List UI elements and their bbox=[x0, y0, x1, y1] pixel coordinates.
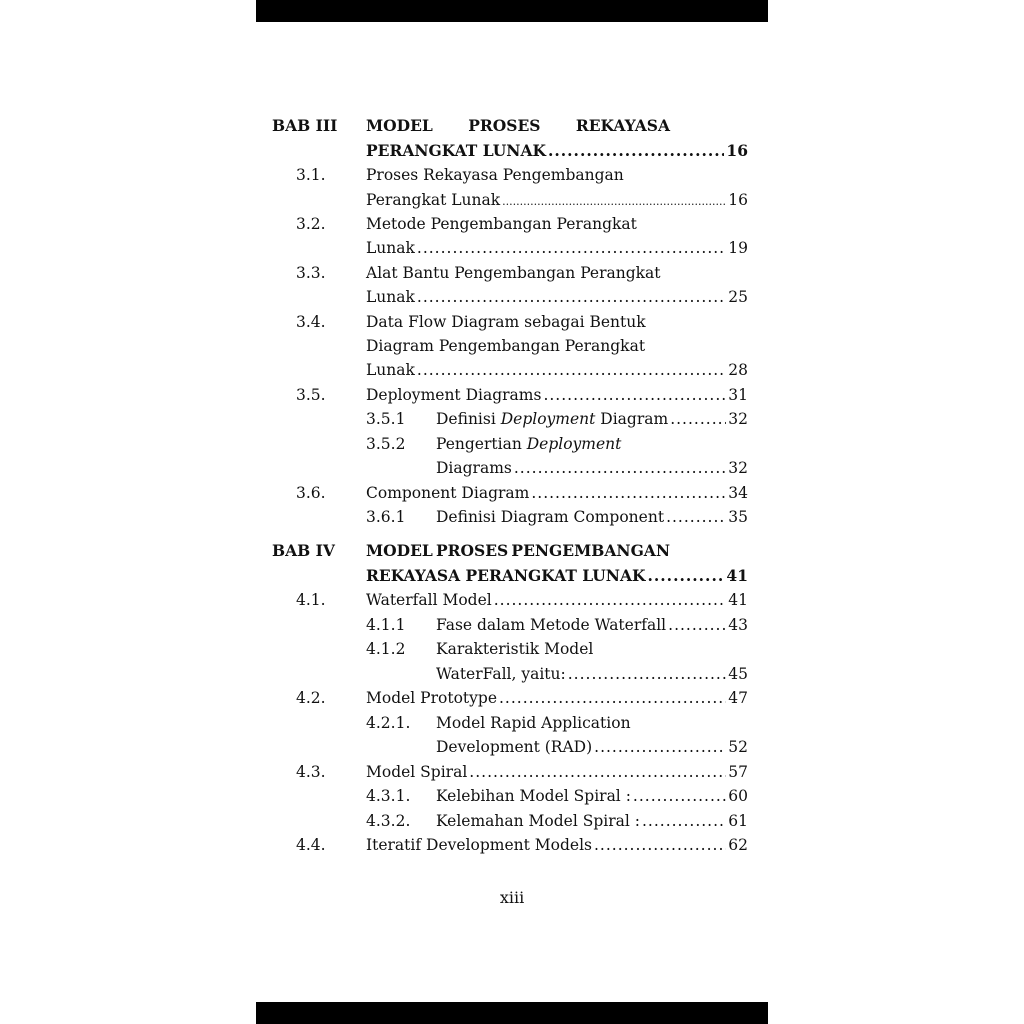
toc-entry[interactable]: Model Spiral ..... 57 bbox=[366, 762, 748, 782]
subsection-number: 3.5.1 bbox=[366, 410, 406, 428]
section-number: 4.4. bbox=[296, 836, 326, 854]
toc-entry[interactable]: Component Diagram ..... 34 bbox=[366, 483, 748, 503]
toc-page bbox=[256, 0, 768, 1024]
section-number: 4.2. bbox=[296, 689, 326, 707]
page-number: xiii bbox=[499, 888, 525, 907]
section-title: Metode Pengembangan Perangkat bbox=[366, 215, 637, 233]
subsection-number: 3.6.1 bbox=[366, 508, 406, 526]
section-number: 4.3. bbox=[296, 763, 326, 781]
chapter-title-line1: MODEL PROSES PENGEMBANGAN bbox=[366, 541, 670, 560]
toc-entry[interactable]: Iteratif Development Models ..... 62 bbox=[366, 835, 748, 855]
subsection-number: 4.3.1. bbox=[366, 787, 411, 805]
toc-entry[interactable]: Lunak ..... 19 bbox=[366, 238, 748, 258]
subsection-number: 4.2.1. bbox=[366, 714, 411, 732]
section-title-cont: Diagram Pengembangan Perangkat bbox=[366, 337, 646, 355]
section-number: 4.1. bbox=[296, 591, 326, 609]
subsection-number: 3.5.2 bbox=[366, 435, 406, 453]
toc-entry[interactable]: Kelemahan Model Spiral : ..... 61 bbox=[436, 811, 748, 831]
toc-entry[interactable]: Lunak ..... 28 bbox=[366, 360, 748, 380]
toc-entry[interactable]: Waterfall Model ..... 41 bbox=[366, 590, 748, 610]
toc-entry[interactable]: Fase dalam Metode Waterfall ..... 43 bbox=[436, 615, 748, 635]
section-number: 3.5. bbox=[296, 386, 326, 404]
toc-entry[interactable]: REKAYASA PERANGKAT LUNAK ..... 41 bbox=[366, 566, 748, 586]
subsection-title: Model Rapid Application bbox=[436, 714, 631, 732]
section-title: Data Flow Diagram sebagai Bentuk bbox=[366, 313, 646, 331]
section-title: Proses Rekayasa Pengembangan bbox=[366, 166, 624, 184]
chapter-title-line1: MODEL PROSES REKAYASA bbox=[366, 116, 670, 135]
section-number: 3.4. bbox=[296, 313, 326, 331]
toc-entry[interactable]: Lunak ..... 25 bbox=[366, 287, 748, 307]
section-title: Alat Bantu Pengembangan Perangkat bbox=[366, 264, 661, 282]
toc-entry[interactable]: WaterFall, yaitu: ..... 45 bbox=[436, 664, 748, 684]
toc-entry[interactable]: PERANGKAT LUNAK ..... 16 bbox=[366, 141, 748, 161]
subsection-number: 4.1.1 bbox=[366, 616, 406, 634]
section-number: 3.6. bbox=[296, 484, 326, 502]
toc-entry[interactable]: Model Prototype ..... 47 bbox=[366, 688, 748, 708]
toc-entry[interactable]: Definisi Deployment Diagram ..... 32 bbox=[436, 409, 748, 429]
section-number: 3.3. bbox=[296, 264, 326, 282]
subsection-title: Pengertian Deployment bbox=[436, 435, 622, 453]
subsection-number: 4.3.2. bbox=[366, 812, 411, 830]
toc-entry[interactable]: Definisi Diagram Component ..... 35 bbox=[436, 507, 748, 527]
toc-entry[interactable]: Deployment Diagrams ..... 31 bbox=[366, 385, 748, 405]
section-number: 3.1. bbox=[296, 166, 326, 184]
toc-entry[interactable]: Perangkat Lunak ..... 16 bbox=[366, 190, 748, 212]
chapter-label: BAB IV bbox=[272, 541, 335, 560]
toc-entry[interactable]: Kelebihan Model Spiral : ..... 60 bbox=[436, 786, 748, 806]
chapter-label: BAB III bbox=[272, 116, 338, 135]
subsection-title: Karakteristik Model bbox=[436, 640, 594, 658]
subsection-number: 4.1.2 bbox=[366, 640, 406, 658]
toc-entry[interactable]: Development (RAD) ..... 52 bbox=[436, 737, 748, 757]
section-number: 3.2. bbox=[296, 215, 326, 233]
toc-entry[interactable]: Diagrams ..... 32 bbox=[436, 458, 748, 478]
